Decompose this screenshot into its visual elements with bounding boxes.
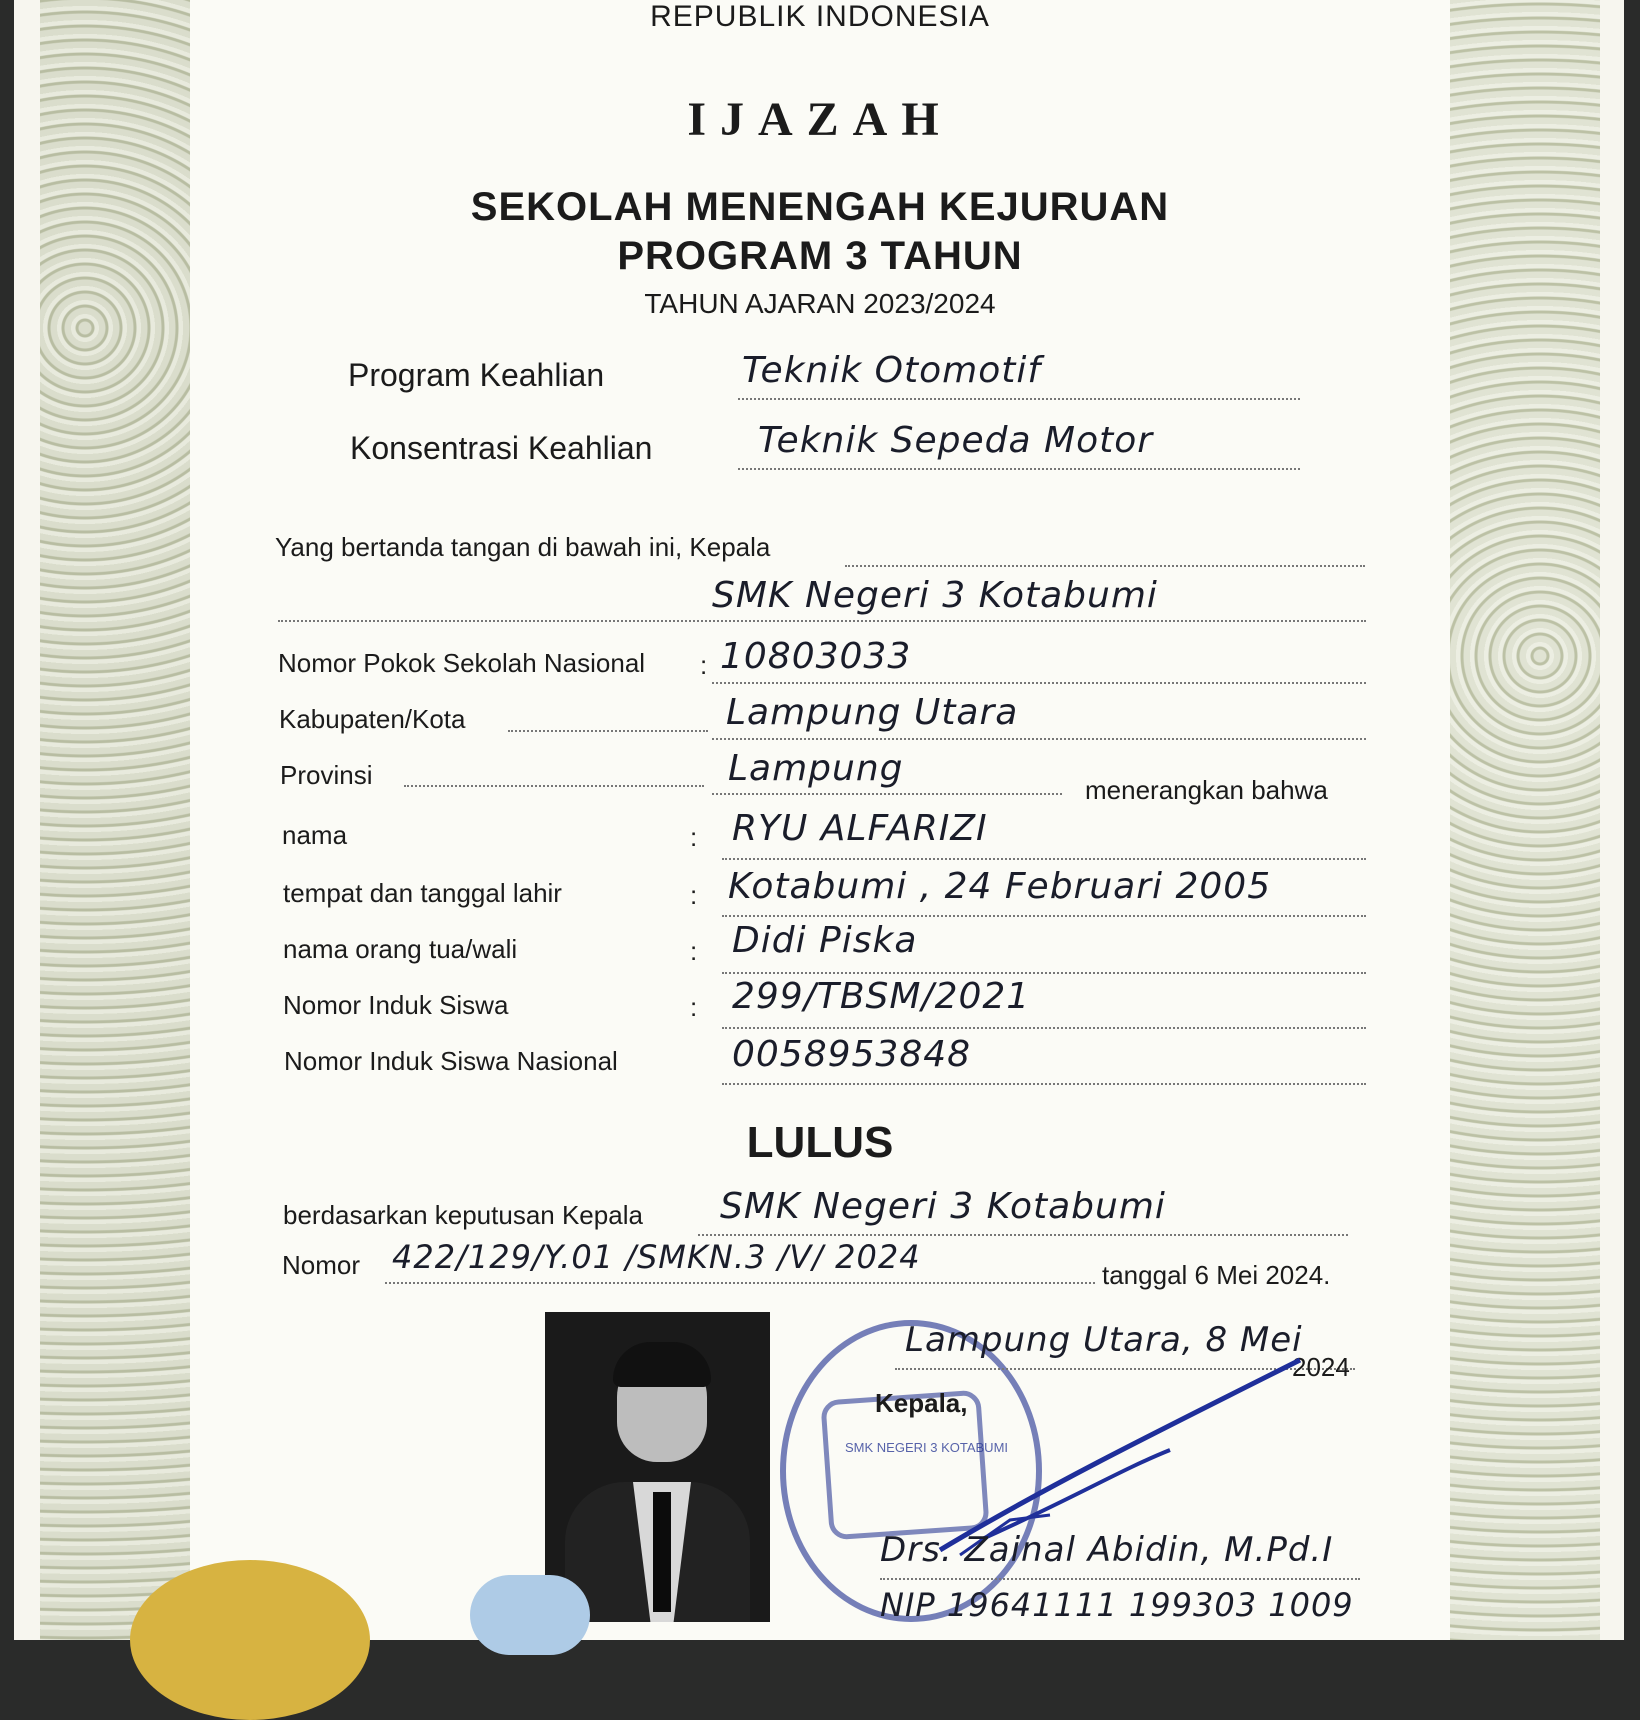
signature-role: Kepala, (875, 1388, 968, 1418)
dotted-line (738, 468, 1300, 470)
nis-label: Nomor Induk Siswa (283, 990, 509, 1020)
handwritten-signature (920, 1340, 1340, 1560)
principal-name: Drs. Zainal Abidin, M.Pd.I (880, 1530, 1334, 1570)
npsn-value: 10803033 (720, 636, 912, 677)
dotted-line (712, 738, 1366, 740)
colon: : (690, 822, 698, 852)
dotted-line (722, 1027, 1366, 1029)
signature-place-date: Lampung Utara, 8 Mei (905, 1320, 1303, 1360)
nisn-value: 0058953848 (732, 1034, 972, 1075)
dotted-line (385, 1282, 1095, 1284)
dotted-line (508, 730, 708, 732)
npsn-label: Nomor Pokok Sekolah Nasional (278, 648, 646, 678)
dotted-line (712, 682, 1366, 684)
signature-year: 2024 (1292, 1352, 1350, 1382)
orang-tua-label: nama orang tua/wali (283, 934, 518, 964)
decision-date: tanggal 6 Mei 2024. (1102, 1260, 1331, 1290)
dotted-line (278, 620, 1366, 622)
dotted-line (845, 565, 1365, 567)
program-keahlian-value: Teknik Otomotif (742, 350, 1042, 391)
principal-nip: NIP 19641111 199303 1009 (880, 1586, 1354, 1624)
nisn-label: Nomor Induk Siswa Nasional (284, 1046, 618, 1076)
menerangkan-text: menerangkan bahwa (1085, 775, 1328, 805)
orang-tua-value: Didi Piska (732, 920, 918, 961)
nama-value: RYU ALFARIZI (732, 808, 988, 849)
stamp-text: SMK NEGERI 3 KOTABUMI (845, 1440, 1009, 1455)
blue-mark (470, 1575, 590, 1655)
kabupaten-value: Lampung Utara (726, 692, 1019, 733)
nomor-value: 422/129/Y.01 /SMKN.3 /V/ 2024 (392, 1238, 921, 1276)
school-name-value: SMK Negeri 3 Kotabumi (712, 575, 1158, 616)
colon: : (700, 650, 708, 680)
decision-school: SMK Negeri 3 Kotabumi (720, 1186, 1166, 1227)
konsentrasi-label: Konsentrasi Keahlian (350, 430, 653, 466)
colon: : (690, 880, 698, 910)
program-duration: PROGRAM 3 TAHUN (617, 234, 1023, 278)
dotted-line (722, 1083, 1366, 1085)
provinsi-value: Lampung (728, 748, 904, 789)
konsentrasi-value: Teknik Sepeda Motor (758, 420, 1154, 461)
dotted-line (712, 793, 1062, 795)
kepala-intro-label: Yang bertanda tangan di bawah ini, Kepala (275, 532, 771, 562)
provinsi-label: Provinsi (280, 760, 373, 790)
program-keahlian-label: Program Keahlian (348, 357, 605, 393)
school-type: SEKOLAH MENENGAH KEJURUAN (470, 185, 1170, 229)
dotted-line (738, 398, 1300, 400)
colon: : (690, 936, 698, 966)
dotted-line (404, 785, 704, 787)
student-photo (545, 1312, 770, 1622)
dotted-line (698, 1234, 1348, 1236)
ttl-label: tempat dan tanggal lahir (283, 878, 562, 908)
dotted-line (880, 1578, 1360, 1580)
dotted-line (722, 972, 1366, 974)
dotted-line (722, 858, 1366, 860)
academic-year: TAHUN AJARAN 2023/2024 (644, 288, 996, 319)
ttl-value: Kotabumi , 24 Februari 2005 (728, 866, 1272, 907)
colon: : (690, 992, 698, 1022)
result-status: LULUS (746, 1118, 894, 1167)
document-title: IJAZAH (687, 93, 953, 146)
decision-label: berdasarkan keputusan Kepala (283, 1200, 643, 1230)
kabupaten-label: Kabupaten/Kota (279, 704, 466, 734)
dotted-line (722, 915, 1366, 917)
country-header: REPUBLIK INDONESIA (650, 0, 990, 33)
nis-value: 299/TBSM/2021 (732, 976, 1031, 1017)
nama-label: nama (282, 820, 348, 850)
nomor-label: Nomor (282, 1250, 361, 1280)
gold-seal (130, 1560, 370, 1720)
